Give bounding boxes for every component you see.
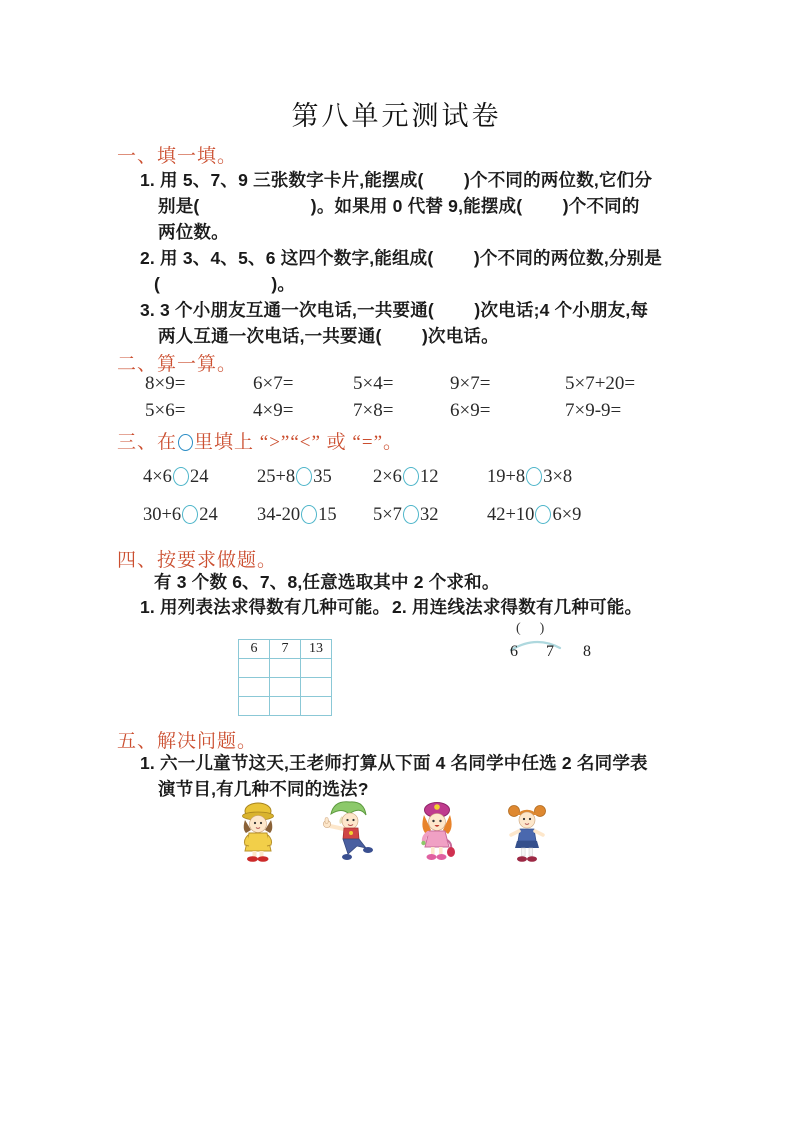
comparison-item: 19+8 3×8 bbox=[487, 467, 573, 487]
child-in-yellow-raincoat-illustration bbox=[233, 801, 283, 868]
q1-line3: 两位数。 bbox=[158, 222, 229, 242]
circle-symbol-icon bbox=[178, 434, 193, 451]
s5-line1: 1. 六一儿童节这天,王老师打算从下面 4 名同学中任选 2 名同学表 bbox=[140, 753, 648, 773]
diagram-number: 7 bbox=[546, 643, 554, 660]
table-cell bbox=[270, 697, 301, 716]
equation: 4×9= bbox=[253, 400, 294, 421]
section-4-heading: 四、按要求做题。 bbox=[117, 550, 278, 571]
equation: 6×9= bbox=[450, 400, 491, 421]
table-cell bbox=[239, 678, 270, 697]
equation: 7×9-9= bbox=[565, 400, 622, 421]
answer-circle-icon bbox=[403, 505, 419, 524]
s4-intro: 有 3 个数 6、7、8,任意选取其中 2 个求和。 bbox=[154, 572, 500, 592]
section-5-heading: 五、解决问题。 bbox=[117, 731, 258, 752]
s4-sub1: 1. 用列表法求得数有几种可能。 bbox=[140, 597, 391, 617]
child-in-green-hat-illustration bbox=[318, 798, 378, 871]
table-cell bbox=[270, 678, 301, 697]
table-cell bbox=[301, 697, 332, 716]
answer-circle-icon bbox=[182, 505, 198, 524]
answer-circle-icon bbox=[296, 467, 312, 486]
comparison-item: 4×6 24 bbox=[143, 467, 209, 487]
diagram-number: 8 bbox=[583, 643, 591, 660]
table-cell bbox=[270, 659, 301, 678]
q3-line1: 3. 3 个小朋友互通一次电话,一共要通( )次电话;4 个小朋友,每 bbox=[140, 300, 649, 320]
table-cell bbox=[239, 697, 270, 716]
equation: 9×7= bbox=[450, 373, 491, 394]
table-cell: 13 bbox=[301, 640, 332, 659]
answer-circle-icon bbox=[526, 467, 542, 486]
equation: 6×7= bbox=[253, 373, 294, 394]
compare-row-2 bbox=[143, 505, 581, 526]
section-1-heading: 一、填一填。 bbox=[117, 146, 238, 167]
q1-line2: 别是( )。如果用 0 代替 9,能摆成( )个不同的 bbox=[158, 196, 640, 216]
section-3-heading bbox=[117, 427, 403, 454]
comparison-item: 2×6 12 bbox=[373, 467, 439, 487]
sum-table bbox=[238, 639, 332, 716]
q2-line1: 2. 用 3、4、5、6 这四个数字,能组成( )个不同的两位数,分别是 bbox=[140, 248, 662, 268]
compare-row-1 bbox=[143, 467, 572, 488]
comparison-item: 25+8 35 bbox=[257, 467, 332, 487]
table-cell bbox=[239, 659, 270, 678]
equation: 5×4= bbox=[353, 373, 394, 394]
answer-circle-icon bbox=[535, 505, 551, 524]
q2-line2: ( )。 bbox=[154, 274, 296, 294]
table-cell bbox=[301, 678, 332, 697]
q3-line2: 两人互通一次电话,一共要通( )次电话。 bbox=[158, 326, 499, 346]
comparison-item: 5×7 32 bbox=[373, 505, 439, 525]
comparison-item: 42+10 6×9 bbox=[487, 505, 582, 525]
s4-sub2: 2. 用连线法求得数有几种可能。 bbox=[392, 597, 643, 617]
table-row bbox=[239, 697, 332, 716]
equation: 8×9= bbox=[145, 373, 186, 394]
table-row bbox=[239, 678, 332, 697]
answer-circle-icon bbox=[301, 505, 317, 524]
girl-with-pigtails-illustration bbox=[504, 802, 550, 871]
heading-text: 三、在 bbox=[117, 432, 178, 453]
table-cell: 7 bbox=[270, 640, 301, 659]
comparison-item: 30+6 24 bbox=[143, 505, 218, 525]
answer-circle-icon bbox=[173, 467, 189, 486]
diagram-number: 6 bbox=[510, 643, 518, 660]
calc-row-2 bbox=[145, 400, 621, 422]
equation: 7×8= bbox=[353, 400, 394, 421]
q1-line1: 1. 用 5、7、9 三张数字卡片,能摆成( )个不同的两位数,它们分 bbox=[140, 170, 653, 190]
table-cell bbox=[301, 659, 332, 678]
equation: 5×6= bbox=[145, 400, 186, 421]
equation: 5×7+20= bbox=[565, 373, 636, 394]
table-cell: 6 bbox=[239, 640, 270, 659]
sum-bracket: ( ) bbox=[516, 621, 546, 636]
section-2-heading: 二、算一算。 bbox=[117, 354, 238, 375]
s5-line2: 演节目,有几种不同的选法? bbox=[158, 779, 369, 799]
answer-circle-icon bbox=[403, 467, 419, 486]
page-title: 第八单元测试卷 bbox=[291, 101, 502, 131]
heading-text: 里填上 “>”“<” 或 “=”。 bbox=[194, 432, 404, 453]
table-row bbox=[239, 640, 332, 659]
comparison-item: 34-20 15 bbox=[257, 505, 337, 525]
girl-in-pink-beret-illustration bbox=[411, 800, 463, 871]
table-row bbox=[239, 659, 332, 678]
calc-row-1 bbox=[145, 373, 635, 395]
